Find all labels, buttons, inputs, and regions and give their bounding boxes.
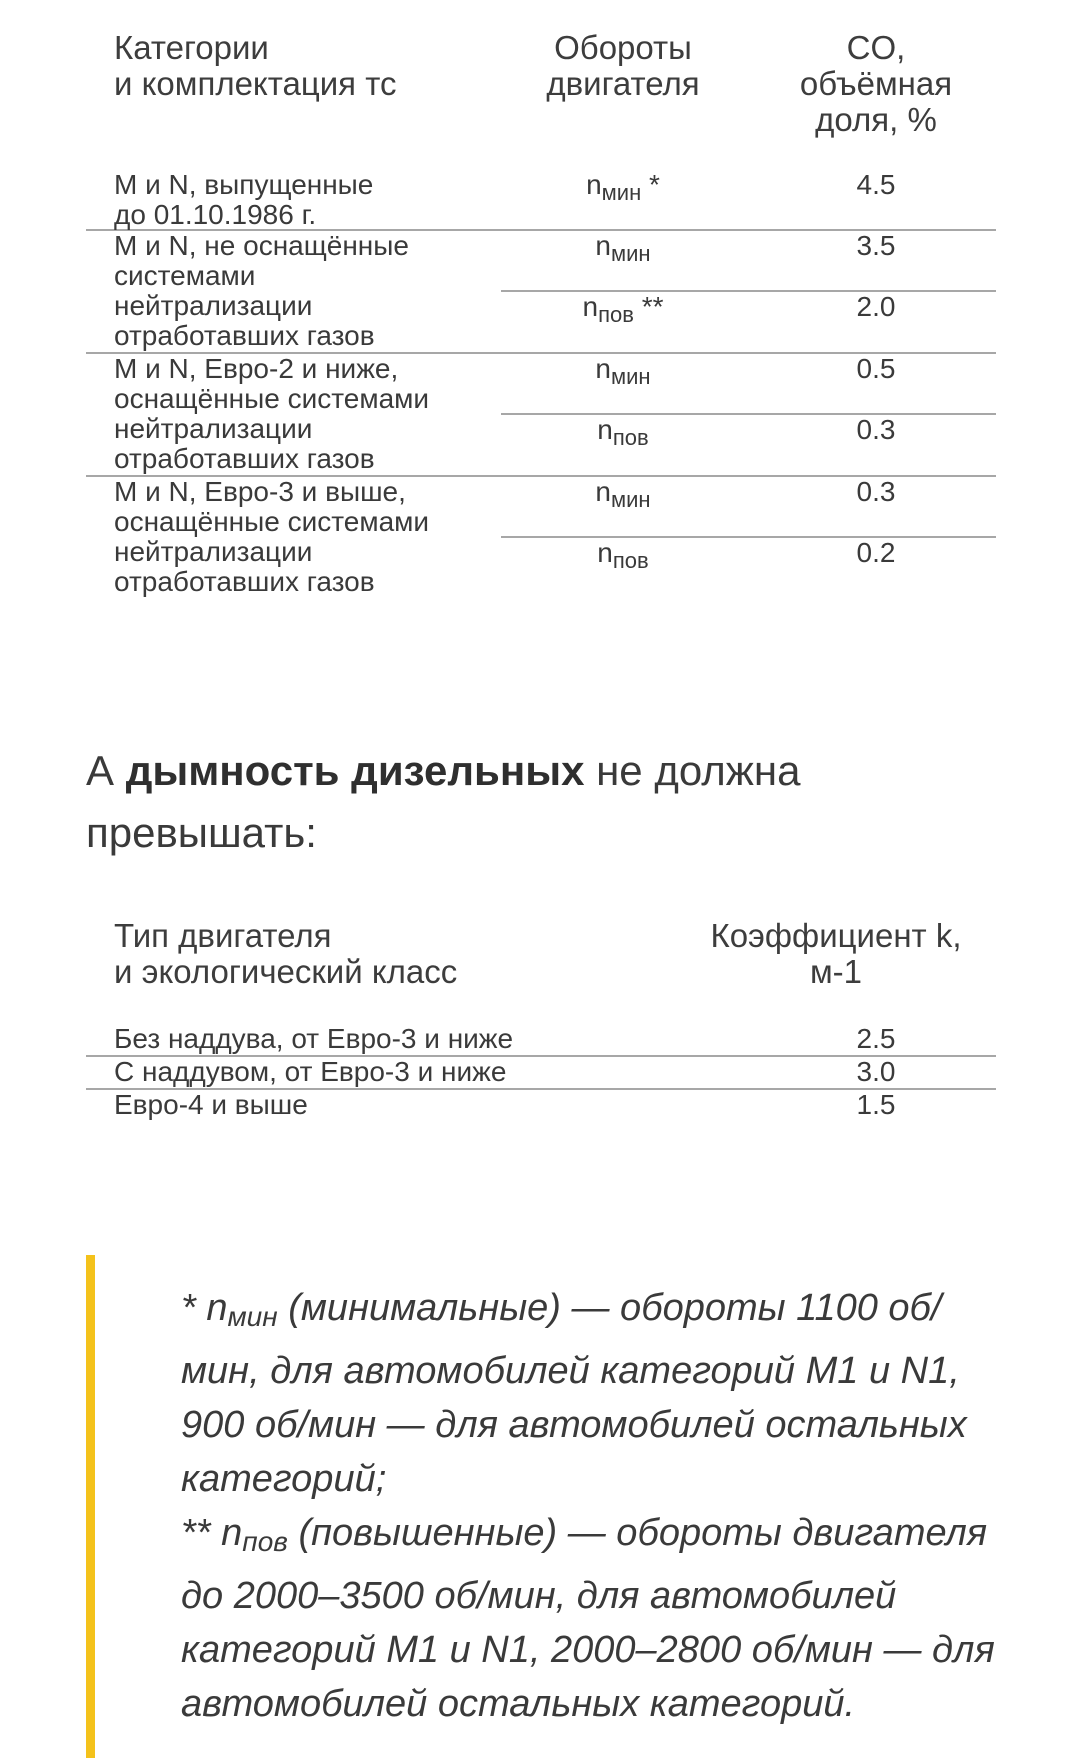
co-value: 4.5 [856, 169, 896, 200]
header-text: CO, [846, 29, 906, 66]
heading-bold-text: дымность дизельных [125, 747, 585, 794]
row-category [114, 231, 514, 351]
revs-symbol: n [586, 169, 602, 200]
category-text: оснащённые системами [114, 506, 430, 537]
table-row [501, 290, 996, 353]
footnote-text: (минимальные) — обороты 1100 об/мин, для автомобилей категорий М1 и N1, 900 об/мин — для автомобилей остальных категорий; [181, 1287, 967, 1500]
heading-text: не должна превышать: [86, 747, 801, 856]
row-category [114, 477, 514, 597]
engine-type-cell: Евро-4 и выше [114, 1089, 308, 1120]
footnote-mark: * [641, 169, 660, 200]
footnote-symbol: ** n [181, 1512, 243, 1554]
table-row [86, 1057, 996, 1088]
revs-subscript: мин [611, 487, 651, 512]
table-row [501, 413, 996, 476]
footnote-min [181, 1281, 1006, 1506]
revs-cell [523, 415, 723, 453]
engine-type-cell: С наддувом, от Евро-3 и ниже [114, 1056, 507, 1087]
header-text: Категории [114, 29, 269, 66]
table-row-group [86, 354, 996, 475]
revs-subscript: мин [601, 180, 642, 205]
table-row-group [86, 170, 996, 229]
header-engine-type [114, 918, 457, 990]
revs-cell [523, 538, 723, 576]
row-category [114, 354, 514, 474]
co-value: 2.0 [856, 291, 896, 322]
revs-subscript: пов [612, 425, 649, 450]
revs-cell [523, 292, 723, 330]
footnote-subscript: пов [242, 1526, 288, 1557]
smoke-limits-table [86, 918, 996, 1121]
table-row-group [86, 477, 996, 598]
table-row [86, 1024, 996, 1055]
co-value: 0.3 [856, 476, 896, 507]
co-value: 0.5 [856, 353, 896, 384]
revs-subscript: мин [611, 241, 651, 266]
header-coefficient [676, 918, 996, 990]
header-text: Обороты [554, 29, 692, 66]
revs-subscript: мин [611, 364, 651, 389]
header-text: объёмная [799, 65, 953, 102]
category-text: M и N, Евро-3 и выше, [114, 476, 406, 507]
revs-symbol: n [595, 476, 611, 507]
category-text: M и N, не оснащённые [114, 230, 409, 261]
table-header [86, 918, 996, 1024]
revs-cell [523, 170, 723, 208]
revs-symbol: n [597, 537, 613, 568]
coefficient-cell: 1.5 [856, 1089, 896, 1120]
header-text: Коэффициент k, [710, 917, 962, 954]
category-text: отработавших газов [114, 566, 375, 597]
header-text: и экологический класс [114, 953, 458, 990]
revs-cell [523, 354, 723, 392]
revs-cell [523, 477, 723, 515]
table-row [86, 1090, 996, 1121]
engine-type-cell: Без наддува, от Евро-3 и ниже [114, 1023, 514, 1054]
category-text: оснащённые системами [114, 383, 430, 414]
footnote-text: (повышенные) — обороты двигателя до 2000–3500 об/мин, для автомобилей категорий М1 и N1, 2000–2800 об/мин — для автомобилей остальных категорий. [181, 1512, 995, 1725]
header-text: и комплектация тс [114, 65, 397, 102]
co-limits-table [86, 30, 996, 598]
header-text: м-1 [809, 953, 863, 990]
revs-symbol: n [595, 230, 611, 261]
header-text: двигателя [546, 65, 700, 102]
category-text: нейтрализации [114, 536, 313, 567]
category-text: до 01.10.1986 г. [114, 199, 317, 230]
co-value: 3.5 [856, 230, 896, 261]
footnote-mark: ** [633, 291, 664, 322]
footnote-callout [86, 1255, 1006, 1758]
category-text: отработавших газов [114, 320, 375, 351]
header-revs [523, 30, 723, 102]
header-co [776, 30, 976, 138]
header-text: доля, % [815, 101, 937, 138]
category-text: системами [114, 260, 256, 291]
row-category [114, 170, 514, 230]
category-text: M и N, выпущенные [114, 169, 374, 200]
header-text: Тип двигателя [114, 917, 332, 954]
heading-text: А [86, 747, 126, 794]
coefficient-cell: 3.0 [856, 1056, 896, 1087]
footnote-increased [181, 1506, 1006, 1731]
revs-cell [523, 231, 723, 269]
revs-subscript: пов [598, 302, 634, 327]
table-row [501, 231, 996, 292]
category-text: отработавших газов [114, 443, 375, 474]
revs-symbol: n [582, 291, 599, 322]
revs-symbol: n [595, 353, 611, 384]
category-text: нейтрализации [114, 290, 313, 321]
coefficient-cell: 2.5 [856, 1023, 896, 1054]
co-value: 0.3 [856, 414, 896, 445]
revs-subscript: пов [612, 548, 649, 573]
footnote-subscript: мин [227, 1301, 278, 1332]
footnote-symbol: * n [181, 1287, 228, 1329]
section-heading [86, 740, 986, 864]
revs-symbol: n [597, 414, 613, 445]
category-text: нейтрализации [114, 413, 313, 444]
table-row-group [86, 231, 996, 352]
table-header [86, 30, 996, 170]
category-text: M и N, Евро-2 и ниже, [114, 353, 399, 384]
table-row [501, 354, 996, 415]
header-category [114, 30, 396, 102]
table-row [501, 536, 996, 599]
table-row [501, 477, 996, 538]
co-value: 0.2 [856, 537, 896, 568]
table-row [501, 170, 996, 231]
